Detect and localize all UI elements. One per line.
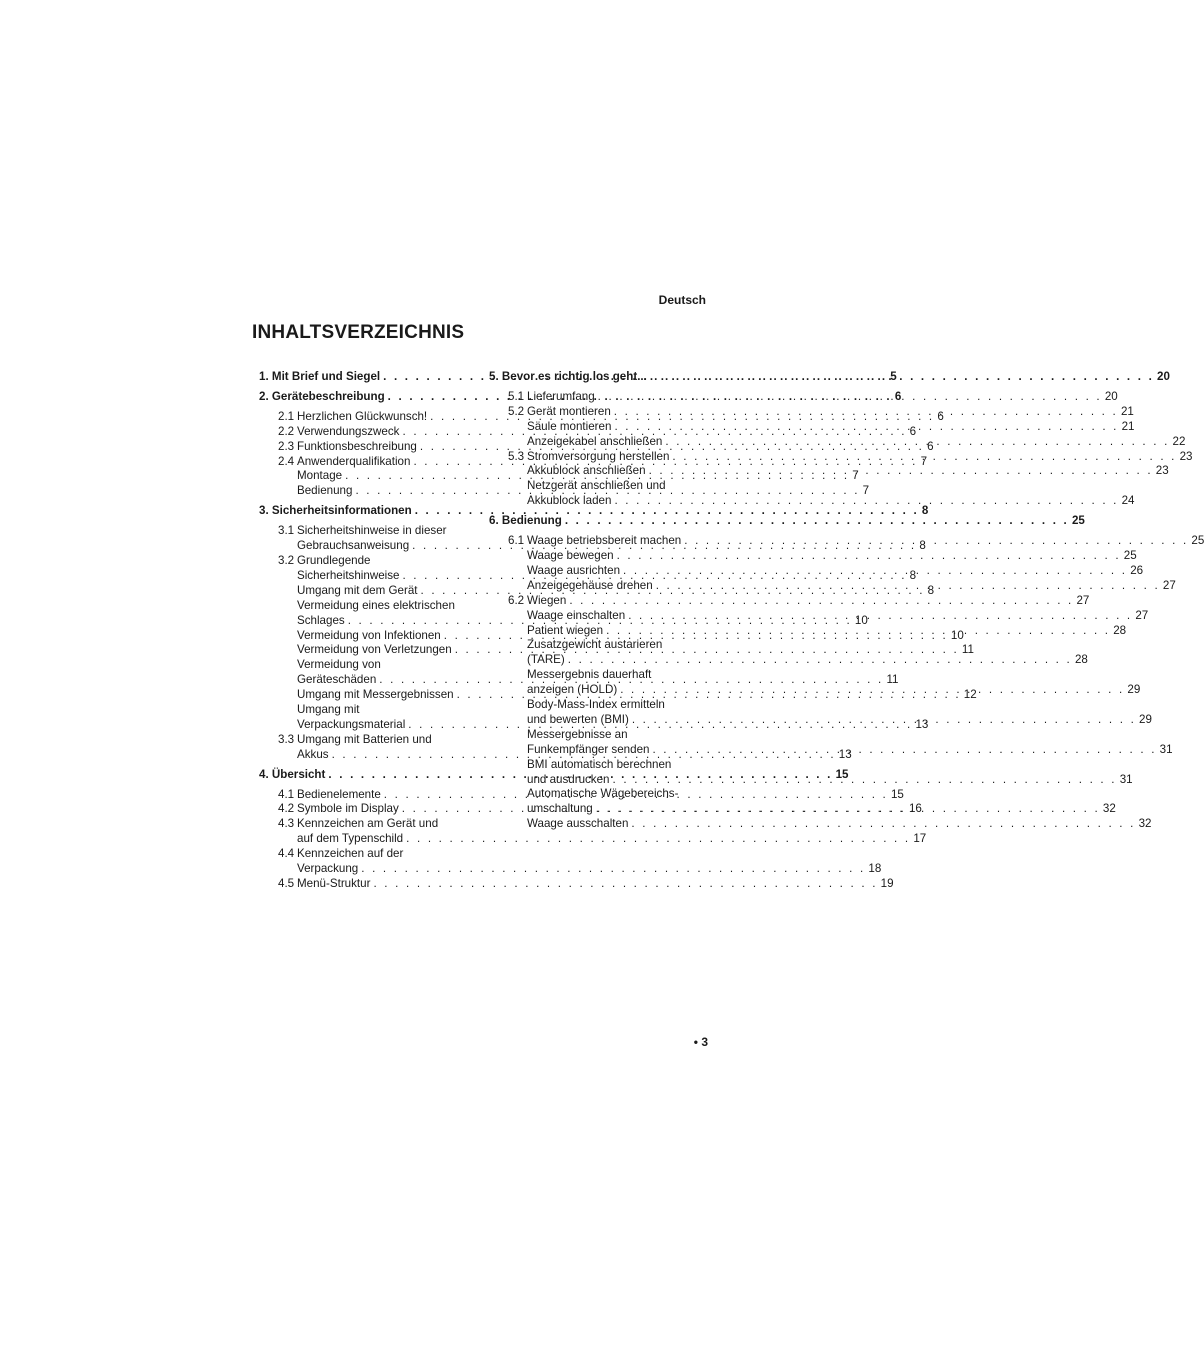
toc-entry-page: 10 bbox=[854, 613, 868, 627]
toc-entry-label: Vermeidung von Infektionen bbox=[297, 628, 441, 642]
toc-entry-body bbox=[527, 534, 1204, 549]
toc-section-label: Bevor es richtig los geht... bbox=[501, 370, 647, 383]
toc-entry-number bbox=[259, 599, 297, 629]
toc-leader-dots bbox=[565, 653, 1075, 668]
toc-entry-label: Patient wiegen bbox=[527, 623, 604, 637]
toc-entry-line: BMI automatisch berechnen bbox=[527, 757, 672, 771]
toc-entry-page: 8 bbox=[927, 583, 935, 597]
toc-entry[interactable] bbox=[259, 847, 882, 877]
toc-entry-page: 17 bbox=[913, 832, 927, 846]
toc-entry-line: Kennzeichen am Gerät und bbox=[297, 817, 439, 831]
toc-entry-page: 27 bbox=[1135, 608, 1149, 622]
toc-entry-body bbox=[527, 787, 1116, 817]
toc-entry-body bbox=[527, 435, 1185, 450]
toc-entry-line: Sicherheitshinweise in dieser bbox=[297, 524, 447, 538]
toc-entry-label: Akkublock laden bbox=[527, 494, 612, 508]
toc-entry-number bbox=[489, 420, 527, 435]
toc-section-label: Bedienung bbox=[501, 514, 562, 528]
toc-entry-number bbox=[489, 579, 527, 594]
toc-entry-number bbox=[489, 435, 527, 450]
toc-entry[interactable] bbox=[489, 563, 1144, 579]
toc-section-page: 5 bbox=[890, 370, 897, 383]
toc-entry-line: Automatische Wägebereichs- bbox=[527, 787, 679, 801]
toc-entry-label: Herzlichen Glückwunsch! bbox=[297, 409, 428, 423]
toc-entry-last-line bbox=[527, 494, 1135, 509]
toc-entry-page: 20 bbox=[1104, 389, 1118, 403]
toc-entry-last-line bbox=[527, 420, 1135, 435]
toc-entry-number bbox=[489, 638, 527, 668]
toc-entry-page: 7 bbox=[920, 454, 928, 468]
toc-entry-number bbox=[259, 703, 297, 733]
toc-section-label: Übersicht bbox=[271, 767, 326, 781]
toc-entry-label: und bewerten (BMI) bbox=[527, 712, 629, 726]
toc-entry-label: Symbole im Display bbox=[297, 802, 399, 816]
toc-leader-dots bbox=[681, 534, 1191, 549]
toc-section[interactable] bbox=[489, 370, 1170, 385]
toc-entry-page: 11 bbox=[886, 673, 899, 687]
toc-entry-body bbox=[527, 817, 1151, 832]
toc-leader-dots bbox=[628, 817, 1138, 832]
toc-entry-page: 11 bbox=[961, 643, 974, 657]
toc-section-number: 2. bbox=[259, 389, 269, 403]
toc-entry-last-line bbox=[527, 534, 1204, 549]
toc-entry-line: Body-Mass-Index ermitteln bbox=[527, 698, 665, 712]
toc-entry-last-line bbox=[527, 609, 1148, 624]
toc-entry-number: 3.3 bbox=[278, 732, 295, 746]
toc-section[interactable] bbox=[259, 504, 929, 519]
toc-entry-line: Zusatzgewicht austarieren bbox=[527, 638, 663, 652]
toc-entry-label: Säule montieren bbox=[527, 419, 612, 433]
toc-entry-last-line bbox=[527, 435, 1185, 450]
toc-entry-last-line bbox=[527, 773, 1133, 788]
toc-entry-line: Netzgerät anschließen und bbox=[527, 479, 666, 493]
toc-entry-page: 10 bbox=[950, 628, 964, 642]
toc-entry-page: 31 bbox=[1119, 772, 1133, 786]
toc-leader-dots bbox=[614, 549, 1124, 564]
toc-section-title bbox=[259, 768, 325, 783]
toc-entry-label: Lieferumfang bbox=[527, 389, 595, 403]
toc-section-number: 5. bbox=[489, 370, 499, 383]
toc-leader-dots bbox=[562, 514, 1072, 529]
toc-entry-page: 13 bbox=[915, 717, 929, 731]
toc-entry-label: Geräteschäden bbox=[297, 673, 377, 687]
toc-entry-body bbox=[527, 405, 1134, 420]
toc-entry-last-line bbox=[527, 653, 1088, 668]
toc-section-label: Sicherheitsinformationen bbox=[271, 504, 412, 518]
toc-entry-page: 28 bbox=[1074, 653, 1088, 667]
toc-entry-page: 24 bbox=[1121, 494, 1135, 508]
toc-entry-line: Vermeidung von bbox=[297, 658, 381, 672]
toc-entry-label: auf dem Typenschild bbox=[297, 832, 404, 846]
toc-entry-number: 4.4 bbox=[278, 847, 295, 861]
toc-entry-line: Umgang mit bbox=[297, 703, 360, 717]
toc-entry-number: 5.1 bbox=[508, 389, 525, 403]
toc-entry-number bbox=[489, 668, 527, 698]
toc-entry-line: Vermeidung eines elektrischen bbox=[297, 598, 455, 612]
toc-entry-page: 26 bbox=[1130, 563, 1144, 577]
toc-entry-last-line bbox=[527, 579, 1176, 594]
toc-entry-label: Wiegen bbox=[527, 593, 567, 607]
page-title: INHALTSVERZEICHNIS bbox=[252, 322, 465, 343]
toc-entry-label: Waage bewegen bbox=[527, 548, 614, 562]
toc-entry-last-line bbox=[527, 390, 1118, 405]
toc-entry-label: Anzeigekabel anschließen bbox=[527, 434, 663, 448]
toc-entry-body bbox=[527, 390, 1118, 405]
toc-entry-label: Vermeidung von Verletzungen bbox=[297, 643, 452, 657]
toc-entry-label: (TARE) bbox=[527, 653, 565, 667]
toc-entry-last-line bbox=[297, 862, 881, 877]
toc-entry[interactable] bbox=[259, 877, 894, 892]
toc-entry-body bbox=[527, 549, 1137, 564]
toc-entry-number bbox=[259, 469, 297, 484]
toc-leader-dots bbox=[669, 450, 1179, 465]
toc-entry[interactable] bbox=[489, 389, 1118, 405]
toc-leader-dots bbox=[629, 713, 1139, 728]
toc-entry-page: 21 bbox=[1121, 419, 1135, 433]
toc-entry[interactable] bbox=[489, 449, 1193, 465]
toc-entry-label: und ausdrucken bbox=[527, 772, 610, 786]
toc-entry-body bbox=[527, 728, 1173, 758]
toc-entry-label: Umgang mit dem Gerät bbox=[297, 583, 418, 597]
toc-entry-page: 8 bbox=[919, 539, 926, 553]
toc-entry-body bbox=[527, 450, 1193, 465]
toc-entry-page: 22 bbox=[1172, 434, 1186, 448]
toc-entry-number bbox=[489, 758, 527, 788]
toc-entry-label: Waage ausrichten bbox=[527, 563, 621, 577]
toc-entry-page: 12 bbox=[963, 688, 977, 702]
toc-entry-label: Akkus bbox=[297, 747, 329, 761]
toc-entry[interactable] bbox=[489, 434, 1186, 450]
toc-entry-last-line bbox=[527, 594, 1089, 609]
toc-section-page: 8 bbox=[921, 504, 929, 518]
language-label: Deutsch bbox=[658, 293, 706, 307]
toc-entry-label: Menü-Struktur bbox=[297, 877, 371, 890]
toc-entry-number bbox=[489, 609, 527, 624]
toc-entry-page: 32 bbox=[1138, 817, 1152, 831]
toc-leader-dots bbox=[620, 564, 1130, 579]
toc-section-title bbox=[489, 514, 562, 529]
toc-leader-dots bbox=[653, 579, 1163, 594]
toc-entry-label: Verpackung bbox=[297, 862, 359, 876]
toc-entry-number bbox=[489, 728, 527, 758]
toc-entry-page: 27 bbox=[1162, 578, 1176, 592]
toc-entry-label: Funktionsbeschreibung bbox=[297, 439, 417, 453]
toc-leader-dots bbox=[403, 832, 913, 847]
toc-entry[interactable] bbox=[489, 593, 1090, 609]
toc-entry-label: Verwendungszweck bbox=[297, 424, 400, 438]
toc-entry-page: 21 bbox=[1120, 404, 1134, 418]
toc-entry-body bbox=[527, 668, 1140, 698]
toc-section[interactable] bbox=[489, 514, 1085, 529]
toc-entry-page: 6 bbox=[909, 424, 917, 438]
toc-entry-last-line bbox=[527, 713, 1152, 728]
toc-entry-number: 4.2 bbox=[278, 802, 295, 816]
toc-entry-number bbox=[259, 584, 297, 599]
toc-entry-number: 3.2 bbox=[278, 553, 295, 567]
toc-entry-number: 5.3 bbox=[508, 449, 525, 463]
toc-entry-label: Bedienung bbox=[297, 484, 353, 498]
toc-entry-last-line bbox=[527, 405, 1134, 420]
toc-section-title bbox=[489, 370, 647, 385]
toc-entry-page: 25 bbox=[1123, 548, 1137, 562]
toc-entry-number: 2.1 bbox=[278, 409, 295, 423]
toc-entry-last-line bbox=[527, 464, 1169, 479]
toc-entry-label: Funkempfänger senden bbox=[527, 742, 650, 756]
toc-entry-body bbox=[527, 564, 1143, 579]
toc-entry-page: 23 bbox=[1179, 449, 1193, 463]
toc-entry-last-line bbox=[527, 802, 1116, 817]
toc-leader-dots bbox=[611, 405, 1121, 420]
toc-entry-label: Waage betriebsbereit machen bbox=[527, 534, 682, 548]
toc-entry-line: Kennzeichen auf der bbox=[297, 847, 404, 861]
toc-entry-body bbox=[527, 594, 1089, 609]
toc-entry-label: Anwenderqualifikation bbox=[297, 454, 411, 468]
toc-entry-number bbox=[259, 484, 297, 499]
toc-leader-dots bbox=[358, 862, 868, 877]
toc-entry[interactable] bbox=[489, 548, 1137, 564]
toc-entry-number: 6.2 bbox=[508, 593, 525, 607]
toc-entry-page: 6 bbox=[937, 409, 944, 423]
toc-entry-page: 8 bbox=[909, 568, 917, 582]
toc-entry-body bbox=[527, 609, 1148, 624]
toc-entry-page: 16 bbox=[908, 802, 922, 816]
toc-entry-number: 4.1 bbox=[278, 787, 295, 801]
toc-entry-page: 18 bbox=[868, 862, 882, 876]
toc-entry-label: Stromversorgung herstellen bbox=[527, 449, 670, 463]
toc-entry-page: 19 bbox=[880, 877, 894, 890]
toc-entry-last-line bbox=[527, 549, 1137, 564]
toc-leader-dots bbox=[610, 773, 1120, 788]
toc-entry-number bbox=[489, 624, 527, 639]
toc-leader-dots bbox=[646, 464, 1156, 479]
toc-entry-label: Verpackungsmaterial bbox=[297, 717, 406, 731]
toc-entry-label: Waage einschalten bbox=[527, 608, 626, 622]
toc-leader-dots bbox=[611, 420, 1121, 435]
toc-leader-dots bbox=[595, 390, 1105, 405]
toc-leader-dots bbox=[647, 370, 1157, 385]
toc-entry-label: Akkublock anschließen bbox=[527, 464, 646, 478]
toc-entry-page: 13 bbox=[838, 747, 852, 761]
toc-entry-number bbox=[259, 643, 297, 658]
toc-entry-last-line bbox=[527, 564, 1143, 579]
toc-entry-body bbox=[527, 420, 1135, 435]
toc-section-page: 15 bbox=[835, 767, 849, 781]
toc-entry-page: 29 bbox=[1127, 683, 1141, 697]
toc-entry-page: 7 bbox=[852, 469, 859, 483]
toc-entry-page: 27 bbox=[1076, 593, 1090, 607]
toc-entry-number bbox=[259, 629, 297, 644]
toc-entry-page: 15 bbox=[890, 787, 904, 801]
toc-entry-number: 5.2 bbox=[508, 404, 525, 418]
toc-entry-page: 25 bbox=[1191, 534, 1204, 548]
toc-entry-number: 2.4 bbox=[278, 454, 295, 468]
toc-entry[interactable] bbox=[489, 479, 1135, 509]
toc-entry[interactable] bbox=[489, 464, 1169, 479]
toc-entry-label: umschaltung bbox=[527, 802, 593, 816]
toc-section-page: 20 bbox=[1157, 370, 1170, 383]
toc-section-number: 4. bbox=[259, 767, 269, 781]
toc-entry-page: 32 bbox=[1102, 802, 1116, 816]
toc-entry-number: 4.5 bbox=[278, 877, 295, 890]
toc-section-number: 1. bbox=[259, 370, 269, 383]
toc-entry-number: 3.1 bbox=[278, 524, 295, 538]
toc-entry-page: 31 bbox=[1159, 742, 1173, 756]
toc-entry[interactable] bbox=[489, 419, 1135, 435]
page-number: • 3 bbox=[693, 1035, 708, 1049]
toc-entry-body bbox=[527, 758, 1133, 788]
toc-leader-dots bbox=[370, 877, 880, 892]
toc-entry-last-line bbox=[527, 743, 1173, 758]
toc-section-page: 25 bbox=[1071, 514, 1085, 528]
toc-entry-label: Umgang mit Messergebnissen bbox=[297, 688, 454, 702]
toc-leader-dots bbox=[611, 494, 1121, 509]
toc-entry-body bbox=[527, 479, 1135, 509]
toc-entry-label: Schlages bbox=[297, 613, 345, 627]
toc-section-title bbox=[259, 370, 380, 385]
toc-entry-line: Grundlegende bbox=[297, 553, 371, 567]
toc-entry-body bbox=[527, 624, 1126, 639]
toc-entry-line: Messergebnisse an bbox=[527, 727, 628, 741]
toc-entry-body bbox=[527, 638, 1088, 668]
toc-entry-number bbox=[489, 479, 527, 509]
toc-entry-last-line bbox=[297, 877, 894, 892]
toc-entry-number bbox=[259, 658, 297, 688]
toc-section-title bbox=[259, 504, 412, 519]
toc-entry-page: 6 bbox=[927, 439, 934, 453]
toc-entry-last-line bbox=[527, 624, 1126, 639]
toc-section-label: Gerätebeschreibung bbox=[271, 389, 385, 403]
toc-section-number: 6. bbox=[489, 514, 499, 528]
toc-leader-dots bbox=[593, 802, 1103, 817]
toc-entry-number bbox=[489, 464, 527, 479]
toc-entry-page: 28 bbox=[1113, 623, 1127, 637]
toc-leader-dots bbox=[649, 743, 1159, 758]
toc-entry-body bbox=[297, 847, 881, 877]
toc-entry[interactable] bbox=[489, 404, 1134, 420]
toc-entry-label: Bedienelemente bbox=[297, 787, 381, 801]
toc-section-number: 3. bbox=[259, 504, 269, 518]
toc-leader-dots bbox=[566, 594, 1076, 609]
toc-section-title bbox=[259, 390, 385, 405]
toc-entry-label: Montage bbox=[297, 469, 343, 483]
toc-section-label: Mit Brief und Siegel bbox=[271, 370, 381, 383]
toc-entry-body bbox=[297, 877, 894, 892]
toc-entry-number bbox=[489, 564, 527, 579]
toc-entry-number bbox=[489, 817, 527, 832]
toc-entry[interactable] bbox=[489, 578, 1176, 594]
toc-entry-body bbox=[527, 698, 1152, 728]
toc-entry-number bbox=[489, 698, 527, 728]
toc-leader-dots bbox=[625, 609, 1135, 624]
toc-entry-label: Sicherheitshinweise bbox=[297, 568, 400, 582]
toc-entry-line: Umgang mit Batterien und bbox=[297, 732, 432, 746]
toc-entry-page: 29 bbox=[1139, 712, 1152, 726]
toc-entry-number bbox=[489, 787, 527, 817]
toc-entry-page: 7 bbox=[862, 484, 870, 498]
toc-leader-dots bbox=[662, 435, 1172, 450]
toc-entry-last-line bbox=[527, 683, 1140, 698]
toc-entry-label: anzeigen (HOLD) bbox=[527, 683, 618, 697]
toc-leader-dots bbox=[603, 624, 1113, 639]
toc-entry-label: Gerät montieren bbox=[527, 404, 611, 418]
toc-entry-line: Messergebnis dauerhaft bbox=[527, 668, 652, 682]
toc-entry-label: Anzeigegehäuse drehen bbox=[527, 578, 653, 592]
toc-entry-page: 23 bbox=[1155, 464, 1169, 478]
toc-entry-number bbox=[259, 688, 297, 703]
toc-entry[interactable] bbox=[489, 817, 1152, 832]
toc-entry-number: 2.3 bbox=[278, 439, 295, 453]
toc-entry-number: 4.3 bbox=[278, 817, 295, 831]
toc-entry-label: Waage ausschalten bbox=[527, 817, 629, 831]
toc-entry-last-line bbox=[527, 450, 1193, 465]
toc-entry-last-line bbox=[297, 832, 926, 847]
toc-entry-label: Gebrauchsanweisung bbox=[297, 539, 410, 553]
toc-entry-body bbox=[527, 464, 1169, 479]
toc-entry-number: 2.2 bbox=[278, 424, 295, 438]
toc-entry[interactable] bbox=[489, 534, 1204, 549]
toc-section-page: 6 bbox=[894, 389, 902, 403]
toc-entry-body bbox=[527, 579, 1176, 594]
toc-entry-last-line bbox=[527, 817, 1151, 832]
toc-entry-number bbox=[489, 549, 527, 564]
toc-leader-dots bbox=[617, 683, 1127, 698]
toc-entry-number: 6.1 bbox=[508, 534, 525, 548]
